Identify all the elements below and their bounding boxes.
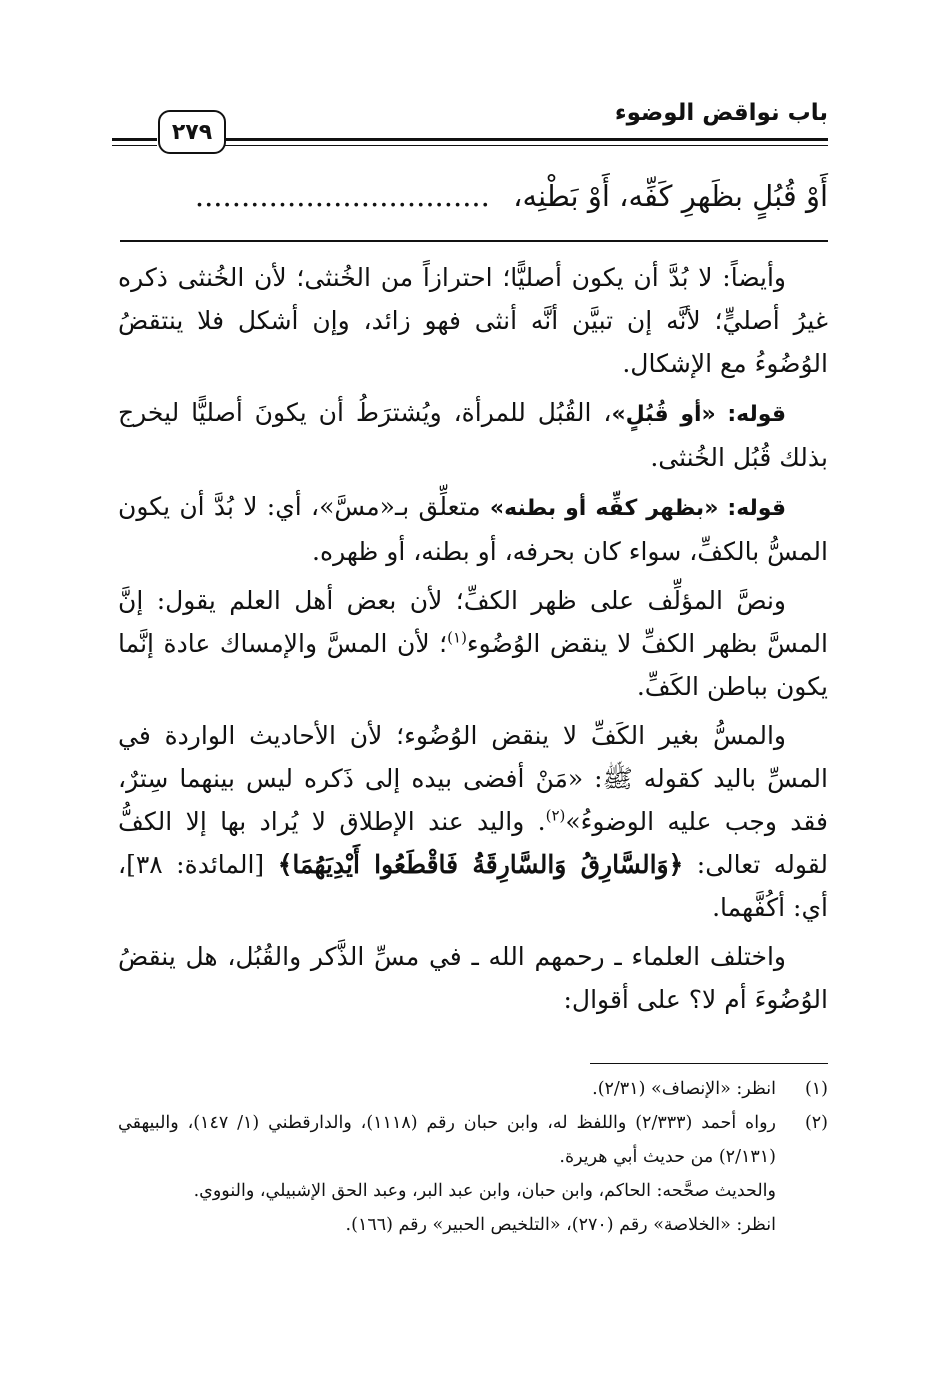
footnotes xyxy=(118,1072,828,1242)
paragraph-6: واختلف العلماء ـ رحمهم الله ـ في مسِّ الذَّكر والقُبُل، هل ينقضُ الوُضُوءَ أم لا؟ على أقوال: xyxy=(118,942,828,1014)
footnote-ref-1[interactable]: (١) xyxy=(447,628,467,647)
footnote-2 xyxy=(118,1106,828,1174)
paragraph-2-text: ، القُبُل للمرأة، ويُشترَطُ أن يكونَ أصليًّا ليخرج بذلك قُبُل الخُنثى. xyxy=(118,398,828,472)
paragraph-4-text-a: ونصَّ المؤلِّف على ظهر الكفِّ؛ لأن بعض أهل العلم يقول: إنَّ المسَّ بظهر الكفِّ لا ينقض الوُضُوء xyxy=(118,586,828,658)
footnote-1-number: (١) xyxy=(804,1079,828,1099)
paragraph-3-text: متعلِّق بـ«مسَّ»، أي: لا بُدَّ أن يكون المسُّ بالكفِّ، سواء كان بحرفه، أو بطنه، أو ظهره. xyxy=(118,492,828,566)
commentary-body xyxy=(118,256,828,1027)
matn-dots: ................................ xyxy=(194,179,490,213)
page-header xyxy=(112,100,828,156)
paragraph-5-text-b: . واليد عند الإطلاق لا يُراد بها إلا الكفُّ لقوله تعالى: xyxy=(118,807,829,879)
header-rule xyxy=(223,138,828,146)
paragraph-3 xyxy=(118,485,828,573)
footnote-1-text: انظر: «الإنصاف» (٢/٣١). xyxy=(592,1079,776,1099)
paragraph-5-text-a: والمسُّ بغير الكَفِّ لا ينقض الوُضُوء؛ لأن الأحاديث الواردة في المسِّ باليد كقوله ﷺ: «مَنْ أفضى بيده إلى ذَكره ليس بينهما سِترٌ، فقد وجب عليه الوضوءُ» xyxy=(118,721,828,836)
chapter-title: باب نواقض الوضوء xyxy=(614,100,828,126)
paragraph-2 xyxy=(118,391,828,479)
footnote-1 xyxy=(118,1072,828,1106)
paragraph-4 xyxy=(118,579,828,708)
paragraph-5 xyxy=(118,714,828,929)
matn-text: أَوْ قُبُلٍ بظَهرِ كَفِّه، أَوْ بَطْنِه، xyxy=(513,179,828,213)
paragraph-4-text-b: ؛ لأن المسَّ والإمساك عادة إنَّما يكون بباطن الكَفِّ. xyxy=(118,629,828,701)
paragraph-2-lead: قوله: «أو قُبُلٍ» xyxy=(611,402,786,427)
footnote-ref-2[interactable]: (٢) xyxy=(545,806,566,825)
footnote-2-text: رواه أحمد (٢/٣٣٣) واللفظ له، وابن حبان رقم (١١١٨)، والدارقطني (١/ ١٤٧)، والبيهقي (٢/١٣١) من حديث أبي هريرة. xyxy=(118,1113,776,1167)
footnote-2-continuation-2: انظر: «الخلاصة» رقم (٢٧٠)، «التلخيص الحبير» رقم (١٦٦). xyxy=(345,1215,776,1235)
footnote-separator xyxy=(590,1063,828,1064)
footnote-2-continuation-1: والحديث صحَّحه: الحاكم، وابن حبان، وابن عبد البر، وعبد الحق الإشبيلي، والنووي. xyxy=(193,1181,776,1201)
matn-separator xyxy=(120,240,828,242)
paragraph-3-lead: قوله: «بظهر كفِّه أو بطنه» xyxy=(489,496,786,521)
page-number: ٢٧٩ xyxy=(158,110,226,154)
matn-line xyxy=(118,176,828,216)
footnote-2-number: (٢) xyxy=(804,1113,828,1133)
quran-verse: ﴿وَالسَّارِقُ وَالسَّارِقَةُ فَاقْطَعُوا أَيْدِيَهُمَا﴾ xyxy=(277,850,684,879)
header-rule-left xyxy=(112,138,157,146)
paragraph-1: وأيضاً: لا بُدَّ أن يكون أصليًّا؛ احترازاً من الخُنثى؛ لأن الخُنثى ذكره غيرُ أصليٍّ؛ لأنَّه إن تبيَّن أنَّه أنثى فهو زائد، وإن أشكل فلا ينتقضُ الوُضُوءُ مع الإشكال. xyxy=(118,263,828,378)
paragraph-5-text-c: [المائدة: ٣٨]، أي: أكُفَّهما. xyxy=(118,850,828,922)
